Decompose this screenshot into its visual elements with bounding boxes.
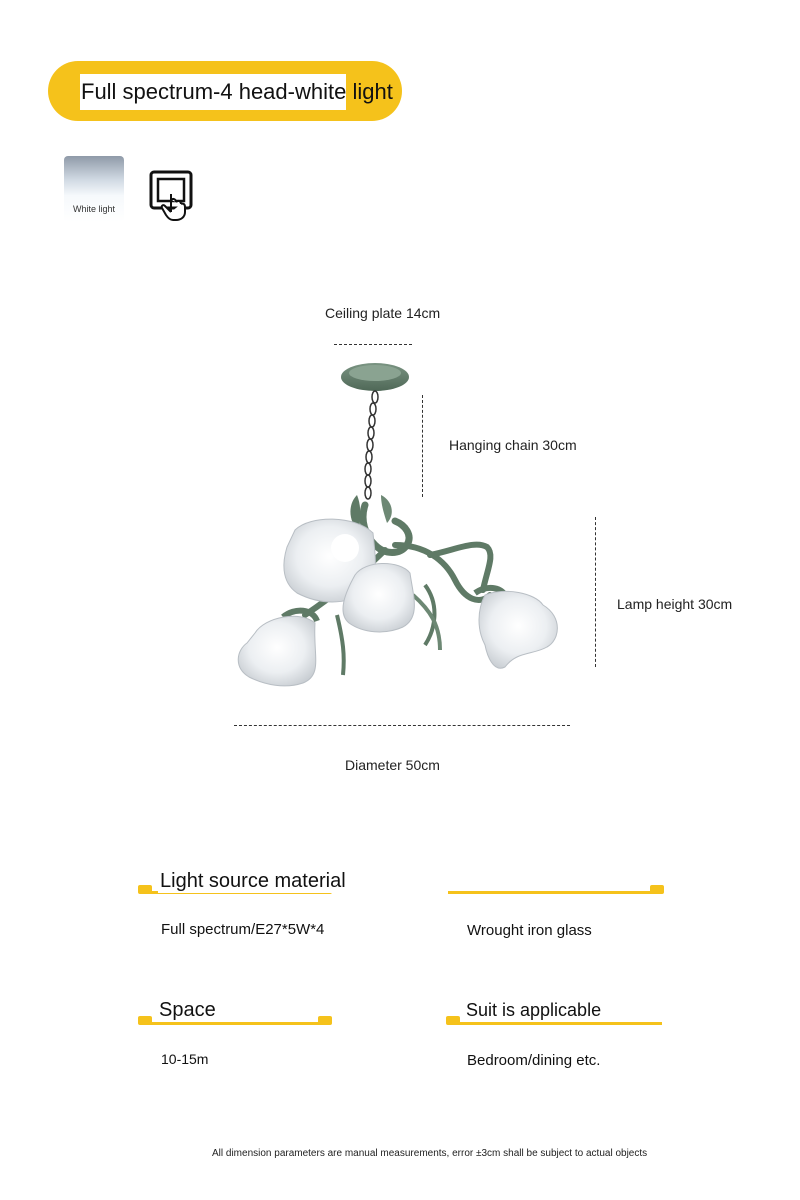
space-value: 10-15m xyxy=(161,1051,209,1067)
material-value: Wrought iron glass xyxy=(467,922,592,939)
hanging-chain-label: Hanging chain 30cm xyxy=(449,437,577,453)
space-heading: Space xyxy=(159,999,216,1021)
touch-switch-icon xyxy=(149,170,195,222)
lamp-height-guide xyxy=(595,517,596,667)
swatch-label: White light xyxy=(72,204,116,214)
footnote: All dimension parameters are manual measurements, error ±3cm shall be subject to actual objects xyxy=(212,1148,648,1159)
white-light-swatch[interactable] xyxy=(64,156,124,222)
suit-value: Bedroom/dining etc. xyxy=(467,1052,601,1069)
page-title: Full spectrum-4 head-white light xyxy=(81,79,393,104)
chandelier-illustration xyxy=(225,355,570,695)
light-source-heading: Light source material xyxy=(160,870,346,892)
diameter-guide xyxy=(234,725,570,726)
ceiling-plate-label: Ceiling plate 14cm xyxy=(325,305,441,321)
material-underline xyxy=(448,885,662,894)
light-source-value: Full spectrum/E27*5W*4 xyxy=(161,921,325,938)
suit-heading: Suit is applicable xyxy=(466,1000,602,1020)
diameter-label: Diameter 50cm xyxy=(345,757,440,773)
ceiling-plate-guide xyxy=(334,344,412,345)
lamp-height-label: Lamp height 30cm xyxy=(617,596,733,612)
